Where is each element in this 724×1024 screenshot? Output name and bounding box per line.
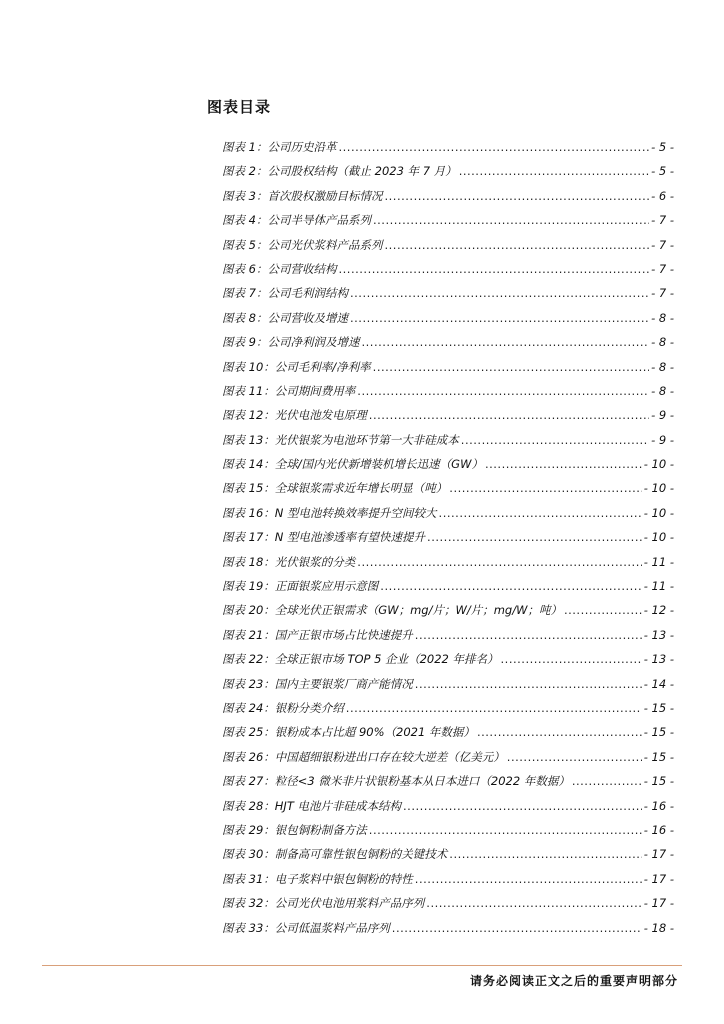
toc-entry[interactable] (222, 334, 674, 358)
toc-entry[interactable] (222, 383, 674, 407)
toc-leader-dots (350, 311, 649, 325)
toc-leader-dots (564, 603, 642, 617)
toc-entry-label: 图表 24：银粉分类介绍 (222, 700, 344, 715)
toc-entry[interactable] (222, 505, 674, 529)
toc-entry[interactable] (222, 773, 674, 797)
toc-entry-page: - 8 - (651, 310, 674, 325)
footer-disclaimer: 请务必阅读正文之后的重要声明部分 (469, 974, 678, 988)
toc-leader-dots (415, 872, 642, 886)
toc-entry-label: 图表 4：公司半导体产品系列 (222, 213, 371, 228)
toc-leader-dots (369, 408, 649, 422)
toc-leader-dots (461, 433, 649, 447)
toc-leader-dots (380, 579, 641, 593)
toc-leader-dots (426, 896, 641, 910)
toc-leader-dots (346, 701, 642, 715)
toc-entry-page: - 7 - (651, 237, 674, 252)
toc-entry-label: 图表 12：光伏电池发电原理 (222, 408, 367, 423)
toc-entry-label: 图表 7：公司毛利润结构 (222, 286, 348, 301)
toc-title: 图表目录 (207, 98, 272, 116)
toc-entry[interactable] (222, 237, 674, 261)
toc-entry-page: - 16 - (643, 798, 674, 813)
figure-index-list (222, 139, 674, 944)
toc-leader-dots (477, 725, 642, 739)
toc-entry-label: 图表 9：公司净利润及增速 (222, 335, 360, 350)
toc-entry-page: - 12 - (643, 603, 674, 618)
toc-entry-page: - 13 - (643, 652, 674, 667)
toc-entry-label: 图表 2：公司股权结构（截止 2023 年 7 月） (222, 164, 457, 179)
toc-entry-label: 图表 33：公司低温浆料产品序列 (222, 920, 390, 935)
toc-leader-dots (507, 750, 642, 764)
toc-entry[interactable] (222, 749, 674, 773)
toc-entry-page: - 10 - (643, 457, 674, 472)
toc-leader-dots (357, 384, 649, 398)
toc-entry[interactable] (222, 163, 674, 187)
toc-leader-dots (350, 286, 649, 300)
toc-leader-dots (449, 481, 641, 495)
toc-entry-label: 图表 30：制备高可靠性银包铜粉的关键技术 (222, 847, 448, 862)
toc-entry-page: - 7 - (651, 213, 674, 228)
toc-entry[interactable] (222, 920, 674, 944)
toc-entry-page: - 15 - (643, 700, 674, 715)
toc-leader-dots (373, 213, 649, 227)
toc-leader-dots (449, 847, 641, 861)
toc-leader-dots (384, 238, 649, 252)
toc-entry-label: 图表 28：HJT 电池片非硅成本结构 (222, 798, 402, 813)
toc-entry[interactable] (222, 139, 674, 163)
toc-leader-dots (501, 652, 642, 666)
toc-entry[interactable] (222, 724, 674, 748)
toc-entry-page: - 9 - (651, 408, 674, 423)
toc-entry[interactable] (222, 822, 674, 846)
toc-entry[interactable] (222, 432, 674, 456)
toc-entry[interactable] (222, 578, 674, 602)
toc-entry-page: - 15 - (643, 749, 674, 764)
toc-entry-label: 图表 23：国内主要银浆厂商产能情况 (222, 676, 413, 691)
toc-leader-dots (415, 628, 642, 642)
toc-entry-page: - 15 - (643, 725, 674, 740)
toc-entry-page: - 18 - (643, 920, 674, 935)
toc-entry[interactable] (222, 480, 674, 504)
toc-entry[interactable] (222, 871, 674, 895)
toc-entry[interactable] (222, 456, 674, 480)
toc-entry-page: - 17 - (643, 847, 674, 862)
toc-entry-label: 图表 25：银粉成本占比超 90%（2021 年数据） (222, 725, 475, 740)
toc-entry-label: 图表 27：粒径<3 微米非片状银粉基本从日本进口（2022 年数据） (222, 774, 570, 789)
toc-entry-label: 图表 11：公司期间费用率 (222, 383, 356, 398)
toc-entry-page: - 11 - (643, 579, 674, 594)
toc-entry-label: 图表 10：公司毛利率/净利率 (222, 359, 371, 374)
toc-leader-dots (392, 921, 642, 935)
toc-entry-page: - 10 - (643, 481, 674, 496)
toc-entry-label: 图表 3：首次股权激励目标情况 (222, 188, 383, 203)
toc-entry-page: - 15 - (643, 774, 674, 789)
toc-leader-dots (338, 262, 649, 276)
toc-leader-dots (403, 799, 642, 813)
toc-entry[interactable] (222, 529, 674, 553)
toc-entry-label: 图表 8：公司营收及增速 (222, 310, 348, 325)
toc-entry-page: - 17 - (643, 871, 674, 886)
toc-entry-label: 图表 18：光伏银浆的分类 (222, 554, 356, 569)
toc-entry[interactable] (222, 359, 674, 383)
toc-entry-page: - 10 - (643, 530, 674, 545)
toc-entry-page: - 6 - (651, 188, 674, 203)
toc-leader-dots (369, 823, 642, 837)
toc-entry-label: 图表 5：公司光伏浆料产品系列 (222, 237, 383, 252)
toc-entry-label: 图表 13：光伏银浆为电池环节第一大非硅成本 (222, 432, 459, 447)
toc-entry[interactable] (222, 554, 674, 578)
toc-entry[interactable] (222, 798, 674, 822)
toc-leader-dots (427, 530, 642, 544)
toc-leader-dots (459, 164, 649, 178)
toc-leader-dots (572, 774, 642, 788)
toc-leader-dots (373, 360, 649, 374)
toc-entry[interactable] (222, 651, 674, 675)
toc-leader-dots (439, 506, 642, 520)
toc-entry-page: - 16 - (643, 822, 674, 837)
toc-leader-dots (384, 189, 649, 203)
toc-entry-label: 图表 31：电子浆料中银包铜粉的特性 (222, 871, 413, 886)
toc-entry-page: - 7 - (651, 286, 674, 301)
toc-entry-page: - 9 - (651, 432, 674, 447)
toc-entry-page: - 5 - (651, 140, 674, 154)
toc-entry-label: 图表 29：银包铜粉制备方法 (222, 822, 367, 837)
toc-entry[interactable] (222, 285, 674, 309)
toc-entry[interactable] (222, 310, 674, 334)
toc-entry-page: - 11 - (643, 554, 674, 569)
toc-entry[interactable] (222, 676, 674, 700)
toc-entry-label: 图表 16：N 型电池转换效率提升空间较大 (222, 505, 437, 520)
toc-leader-dots (415, 677, 642, 691)
toc-entry[interactable] (222, 700, 674, 724)
toc-entry-label: 图表 17：N 型电池渗透率有望快速提升 (222, 530, 426, 545)
toc-entry-label: 图表 26：中国超细银粉进出口存在较大逆差（亿美元） (222, 749, 505, 764)
footer-divider (42, 965, 682, 966)
toc-entry[interactable] (222, 846, 674, 870)
toc-entry-label: 图表 1：公司历史沿革 (222, 140, 337, 154)
toc-entry-label: 图表 6：公司营收结构 (222, 261, 337, 276)
toc-leader-dots (485, 457, 642, 471)
toc-leader-dots (357, 555, 641, 569)
toc-entry-page: - 7 - (651, 261, 674, 276)
toc-entry-page: - 14 - (643, 676, 674, 691)
toc-leader-dots (338, 140, 649, 154)
toc-entry-page: - 17 - (643, 896, 674, 911)
toc-entry[interactable] (222, 188, 674, 212)
toc-entry-page: - 8 - (651, 359, 674, 374)
toc-entry-page: - 13 - (643, 627, 674, 642)
toc-entry-page: - 10 - (643, 505, 674, 520)
toc-entry-page: - 8 - (651, 335, 674, 350)
toc-entry[interactable] (222, 407, 674, 431)
toc-entry[interactable] (222, 212, 674, 236)
toc-entry-label: 图表 19：正面银浆应用示意图 (222, 579, 379, 594)
toc-entry-label: 图表 22：全球正银市场 TOP 5 企业（2022 年排名） (222, 652, 499, 667)
toc-entry-label: 图表 21：国产正银市场占比快速提升 (222, 627, 413, 642)
toc-entry[interactable] (222, 627, 674, 651)
toc-entry-page: - 5 - (651, 164, 674, 179)
toc-entry-label: 图表 32：公司光伏电池用浆料产品序列 (222, 896, 425, 911)
toc-entry-page: - 8 - (651, 383, 674, 398)
toc-entry[interactable] (222, 602, 674, 626)
toc-entry-label: 图表 15：全球银浆需求近年增长明显（吨） (222, 481, 448, 496)
toc-entry[interactable] (222, 261, 674, 285)
toc-leader-dots (361, 335, 649, 349)
toc-entry-label: 图表 20：全球光伏正银需求（GW；mg/片；W/片；mg/W；吨） (222, 603, 562, 618)
toc-entry-label: 图表 14：全球/国内光伏新增装机增长迅速（GW） (222, 457, 483, 472)
toc-entry[interactable] (222, 895, 674, 919)
